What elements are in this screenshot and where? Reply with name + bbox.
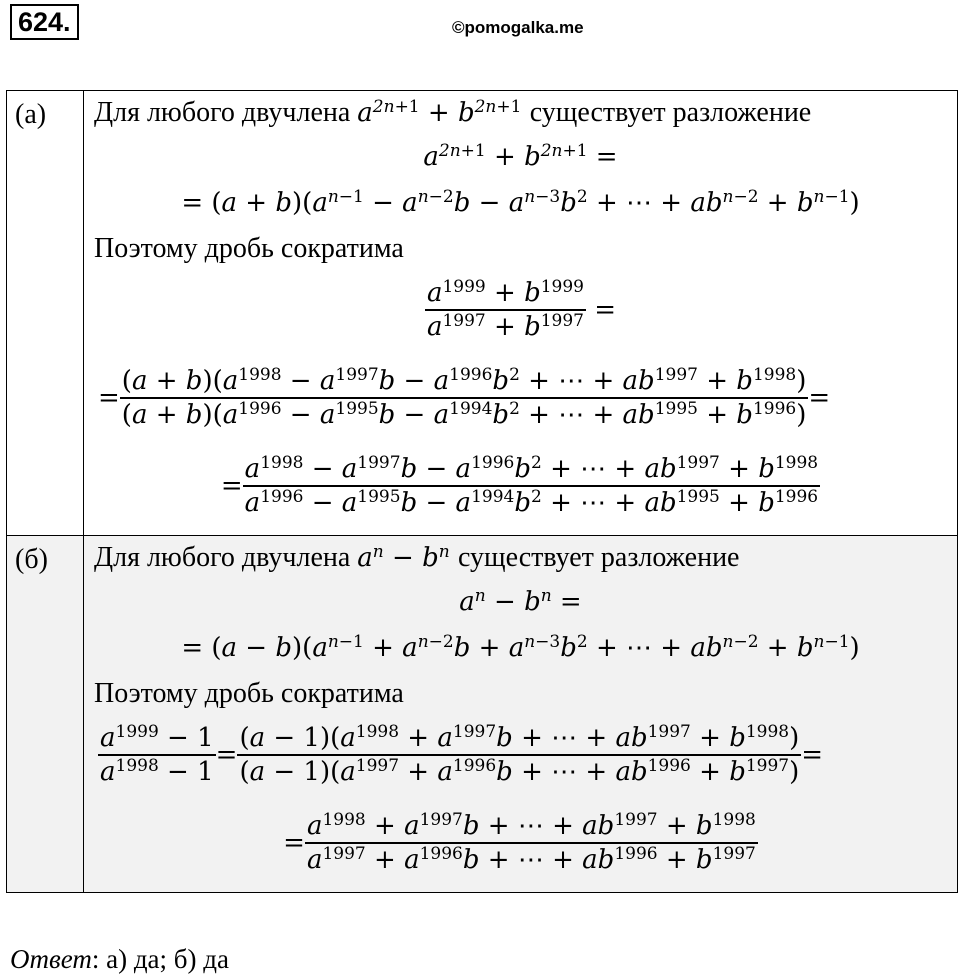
part-b-text2: Поэтому дробь сократима xyxy=(94,678,404,709)
answer xyxy=(10,944,229,975)
answer-label: Ответ xyxy=(10,944,92,974)
fraction-b-2: = $\frac{a^{1998} + a^{1997}b + \cdots + ab^{1997} + b^{1998}}{a^{1997} + a^{1996}b + \cdots + ab^{1996} + b^{1997}}$ xyxy=(283,810,756,875)
problem-number: 624. xyxy=(10,4,79,40)
fraction-a-3: = $\frac{a^{1998} - a^{1997}b - a^{1996}b^2 + \cdots + ab^{1997} + b^{1998}}{a^{1996} - a^{1995}b - a^{1994}b^2 + \cdots + ab^{1995} + b^{1996}}$ xyxy=(220,453,819,518)
part-a-label: (а) xyxy=(7,91,84,536)
formula-b-line3: = $(a - b)(a^{n-1} + a^{n-2}b + a^{n-3}b^2$ + ⋯ + $ab^{n-2} + b^{n-1}$) xyxy=(181,632,860,663)
formula-binomial-a: $a^{2n+1} + b^{2n+1}$ xyxy=(357,97,522,128)
part-a-content xyxy=(84,91,958,536)
part-b-label: (б) xyxy=(7,536,84,893)
formula-binomial-b: $a^n - b^n$ xyxy=(357,542,450,573)
part-b-text1-tail: существует разложение xyxy=(457,542,740,573)
part-a-row xyxy=(7,91,958,536)
part-b-text1: Для любого двучлена xyxy=(94,542,351,573)
watermark: ©pomogalka.me xyxy=(452,18,584,37)
fraction-b-1: $\frac{a^{1999} - 1}{a^{1998} - 1}$ = $\frac{(a - 1)(a^{1998} + a^{1997}b + \cdots + ab^{1997} + b^{1998})}{(a - 1)(a^{1997} + a^{1996}b + \cdots + ab^{1996} + b^{1997})}$ = xyxy=(100,722,824,787)
part-b-line1 xyxy=(94,542,739,574)
part-a-text1-tail: существует разложение xyxy=(529,97,812,128)
formula-a-line2: $a^{2n+1} + b^{2n+1}$ = xyxy=(423,141,618,172)
fraction-a-2: = $\frac{(a + b)(a^{1998} - a^{1997}b - a^{1996}b^2 + \cdots + ab^{1997} + b^{1998})}{(a + b)(a^{1996} - a^{1995}b - a^{1994}b^2 + \cdots + ab^{1995} + b^{1996})}$ = xyxy=(98,365,831,430)
formula-a-line3: = $(a + b)(a^{n-1} - a^{n-2}b - a^{n-3}b^2$ + ⋯ + $ab^{n-2} + b^{n-1}$) xyxy=(181,187,860,218)
part-a-text2: Поэтому дробь сократима xyxy=(94,233,404,264)
answer-text: : а) да; б) да xyxy=(91,944,229,974)
part-a-text1: Для любого двучлена xyxy=(94,97,351,128)
part-b-row xyxy=(7,536,958,893)
fraction-a-1: $\frac{a^{1999} + b^{1999}}{a^{1997} + b^{1997}}$ = xyxy=(426,277,617,342)
part-a-line1 xyxy=(94,97,811,129)
formula-b-line2: $a^n - b^n$ = xyxy=(459,586,582,617)
part-b-content xyxy=(84,536,958,893)
solution-table xyxy=(6,90,958,893)
